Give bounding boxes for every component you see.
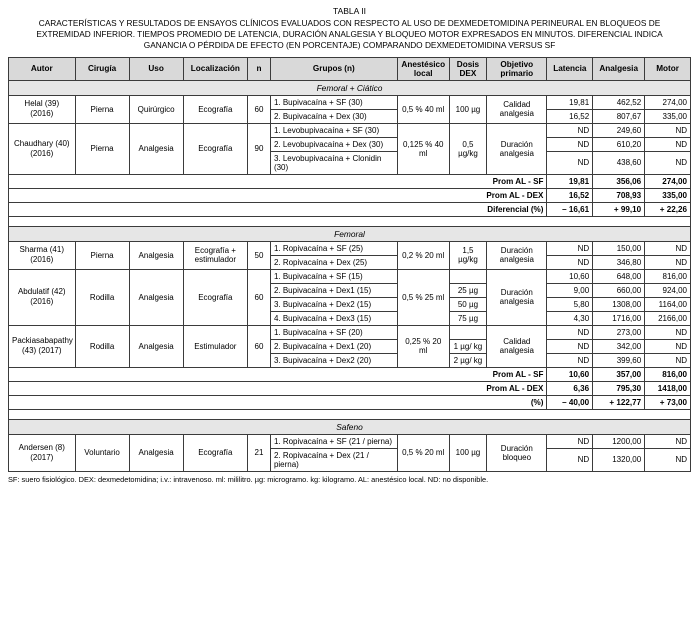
value-analgesia: 807,67 <box>593 109 645 123</box>
summary-analgesia: 357,00 <box>593 367 645 381</box>
table-row <box>9 241 691 255</box>
study-uso: Analgesia <box>129 325 183 367</box>
summary-latencia: 16,52 <box>547 188 593 202</box>
study-dosis: 50 µg <box>449 297 486 311</box>
value-latencia: ND <box>547 339 593 353</box>
group-label: 2. Bupivacaína + Dex1 (15) <box>270 283 397 297</box>
study-anestesico: 0,5 % 20 ml <box>397 434 449 471</box>
study-objetivo: Duración analgesia <box>487 123 547 174</box>
study-n: 60 <box>248 325 271 367</box>
study-objetivo: Duración bloqueo <box>487 434 547 471</box>
value-motor: ND <box>645 448 691 471</box>
value-analgesia: 150,00 <box>593 241 645 255</box>
study-localizacion: Ecografía <box>183 434 247 471</box>
value-latencia: ND <box>547 137 593 151</box>
summary-analgesia: 795,30 <box>593 381 645 395</box>
study-dosis: 1,5 µg/kg <box>449 241 486 269</box>
value-motor: 1164,00 <box>645 297 691 311</box>
table-row <box>9 434 691 448</box>
study-objetivo: Duración analgesia <box>487 269 547 325</box>
summary-analgesia: + 99,10 <box>593 202 645 216</box>
summary-latencia: 19,81 <box>547 174 593 188</box>
value-latencia: 16,52 <box>547 109 593 123</box>
value-latencia: ND <box>547 353 593 367</box>
header-latencia: Latencia <box>547 57 593 80</box>
study-dosis: 0,5 µg/kg <box>449 123 486 174</box>
header-n: n <box>248 57 271 80</box>
summary-motor: + 22,26 <box>645 202 691 216</box>
study-dosis: 1 µg/ kg <box>449 339 486 353</box>
value-latencia: 9,00 <box>547 283 593 297</box>
group-label: 2. Bupivacaína + Dex (30) <box>270 109 397 123</box>
study-cirugia: Voluntario <box>75 434 129 471</box>
header-analgesia: Analgesia <box>593 57 645 80</box>
value-latencia: ND <box>547 325 593 339</box>
value-motor: ND <box>645 339 691 353</box>
study-author: Andersen (8) (2017) <box>9 434 76 471</box>
value-analgesia: 1308,00 <box>593 297 645 311</box>
study-n: 60 <box>248 269 271 325</box>
study-uso: Analgesia <box>129 434 183 471</box>
value-latencia: 19,81 <box>547 95 593 109</box>
header-motor: Motor <box>645 57 691 80</box>
value-latencia: 10,60 <box>547 269 593 283</box>
summary-analgesia: 708,93 <box>593 188 645 202</box>
study-author: Chaudhary (40) (2016) <box>9 123 76 174</box>
value-motor: 924,00 <box>645 283 691 297</box>
study-localizacion: Ecografía + estimulador <box>183 241 247 269</box>
study-localizacion: Ecografía <box>183 95 247 123</box>
summary-latencia: 10,60 <box>547 367 593 381</box>
section-spacer <box>9 216 691 226</box>
group-label: 2. Ropivacaína + Dex (25) <box>270 255 397 269</box>
value-analgesia: 273,00 <box>593 325 645 339</box>
table-row <box>9 95 691 109</box>
group-label: 4. Bupivacaína + Dex3 (15) <box>270 311 397 325</box>
group-label: 3. Bupivacaína + Dex2 (15) <box>270 297 397 311</box>
summary-label: Prom AL - DEX <box>9 188 547 202</box>
group-label: 3. Levobupivacaína + Clonidin (30) <box>270 151 397 174</box>
section-header-row <box>9 80 691 95</box>
study-cirugia: Pierna <box>75 241 129 269</box>
study-cirugia: Pierna <box>75 123 129 174</box>
summary-label: (%) <box>9 395 547 409</box>
study-author: Helal (39) (2016) <box>9 95 76 123</box>
summary-latencia: – 16,61 <box>547 202 593 216</box>
value-latencia: ND <box>547 123 593 137</box>
study-localizacion: Ecografía <box>183 269 247 325</box>
summary-label: Prom AL - SF <box>9 174 547 188</box>
header-objetivo-primario: Objetivo primario <box>487 57 547 80</box>
study-n: 90 <box>248 123 271 174</box>
value-motor: ND <box>645 151 691 174</box>
value-motor: 816,00 <box>645 269 691 283</box>
group-label: 2. Levobupivacaína + Dex (30) <box>270 137 397 151</box>
group-label: 1. Bupivacaína + SF (30) <box>270 95 397 109</box>
study-uso: Analgesia <box>129 269 183 325</box>
study-dosis <box>449 269 486 283</box>
study-author: Abdulatif (42) (2016) <box>9 269 76 325</box>
value-latencia: 5,80 <box>547 297 593 311</box>
value-analgesia: 249,60 <box>593 123 645 137</box>
study-anestesico: 0,5 % 25 ml <box>397 269 449 325</box>
section-title: Femoral <box>9 226 691 241</box>
group-label: 1. Ropivacaína + SF (25) <box>270 241 397 255</box>
summary-motor: 1418,00 <box>645 381 691 395</box>
table-number: TABLA II <box>333 6 366 16</box>
section-title: Femoral + Ciático <box>9 80 691 95</box>
value-analgesia: 1200,00 <box>593 434 645 448</box>
study-uso: Quirúrgico <box>129 95 183 123</box>
value-motor: ND <box>645 353 691 367</box>
summary-label: Prom AL - SF <box>9 367 547 381</box>
summary-row <box>9 188 691 202</box>
value-analgesia: 1320,00 <box>593 448 645 471</box>
table-caption: CARACTERÍSTICAS Y RESULTADOS DE ENSAYOS CLÍNICOS EVALUADOS CON RESPECTO AL USO DE DEXMEDETOMIDINA PERINEURAL EN BLOQUEOS DE EXTREMIDAD INFERIOR. TIEMPOS PROMEDIO DE LATENCIA, DURACIÓN ANALGESIA Y BLOQUEO MOTOR EXPRESADOS EN MINUTOS. DIFERENCIAL INDICA GANANCIA O PÉRDIDA DE EFECTO (EN PORCENTAJE) COMPARANDO DEXMEDETOMIDINA VERSUS SF <box>36 18 663 51</box>
study-localizacion: Estimulador <box>183 325 247 367</box>
value-analgesia: 399,60 <box>593 353 645 367</box>
group-label: 1. Bupivacaína + SF (20) <box>270 325 397 339</box>
value-latencia: 4,30 <box>547 311 593 325</box>
group-label: 1. Bupivacaína + SF (15) <box>270 269 397 283</box>
study-author: Packiasabapathy (43) (2017) <box>9 325 76 367</box>
study-objetivo: Duración analgesia <box>487 241 547 269</box>
value-motor: ND <box>645 434 691 448</box>
summary-motor: 816,00 <box>645 367 691 381</box>
summary-analgesia: + 122,77 <box>593 395 645 409</box>
value-latencia: ND <box>547 241 593 255</box>
section-header-row <box>9 419 691 434</box>
value-analgesia: 438,60 <box>593 151 645 174</box>
summary-latencia: – 40,00 <box>547 395 593 409</box>
summary-row <box>9 395 691 409</box>
value-motor: 335,00 <box>645 109 691 123</box>
summary-row <box>9 202 691 216</box>
study-cirugia: Pierna <box>75 95 129 123</box>
value-motor: 274,00 <box>645 95 691 109</box>
header-grupos: Grupos (n) <box>270 57 397 80</box>
summary-row <box>9 367 691 381</box>
value-latencia: ND <box>547 151 593 174</box>
study-n: 21 <box>248 434 271 471</box>
header-autor: Autor <box>9 57 76 80</box>
value-latencia: ND <box>547 434 593 448</box>
study-dosis <box>449 325 486 339</box>
study-cirugia: Rodilla <box>75 269 129 325</box>
study-dosis: 100 µg <box>449 434 486 471</box>
summary-row <box>9 174 691 188</box>
value-analgesia: 1716,00 <box>593 311 645 325</box>
value-analgesia: 342,00 <box>593 339 645 353</box>
header-localizacion: Localización <box>183 57 247 80</box>
study-dosis: 100 µg <box>449 95 486 123</box>
value-latencia: ND <box>547 255 593 269</box>
study-dosis: 25 µg <box>449 283 486 297</box>
summary-motor: 335,00 <box>645 188 691 202</box>
header-uso: Uso <box>129 57 183 80</box>
value-latencia: ND <box>547 448 593 471</box>
group-label: 2. Bupivacaína + Dex1 (20) <box>270 339 397 353</box>
summary-row <box>9 381 691 395</box>
study-cirugia: Rodilla <box>75 325 129 367</box>
table-footnote: SF: suero fisiológico. DEX: dexmedetomidina; i.v.: intravenoso. ml: mililitro. µg: microgramo. kg: kilogramo. AL: anestésico local. ND: no disponible. <box>8 474 489 484</box>
value-analgesia: 648,00 <box>593 269 645 283</box>
study-localizacion: Ecografía <box>183 123 247 174</box>
table-row <box>9 269 691 283</box>
summary-label: Diferencial (%) <box>9 202 547 216</box>
section-spacer <box>9 409 691 419</box>
clinical-trials-table <box>8 57 691 472</box>
value-motor: ND <box>645 123 691 137</box>
value-motor: ND <box>645 325 691 339</box>
table-header-row <box>9 57 691 80</box>
study-n: 50 <box>248 241 271 269</box>
value-motor: ND <box>645 255 691 269</box>
study-anestesico: 0,5 % 40 ml <box>397 95 449 123</box>
summary-latencia: 6,36 <box>547 381 593 395</box>
header-dosis-dex: Dosis DEX <box>449 57 486 80</box>
section-title: Safeno <box>9 419 691 434</box>
group-label: 3. Bupivacaína + Dex2 (20) <box>270 353 397 367</box>
study-author: Sharma (41) (2016) <box>9 241 76 269</box>
value-motor: 2166,00 <box>645 311 691 325</box>
table-row <box>9 123 691 137</box>
summary-analgesia: 356,06 <box>593 174 645 188</box>
study-dosis: 2 µg/ kg <box>449 353 486 367</box>
study-n: 60 <box>248 95 271 123</box>
study-uso: Analgesia <box>129 123 183 174</box>
summary-motor: 274,00 <box>645 174 691 188</box>
header-cirugia: Cirugía <box>75 57 129 80</box>
group-label: 2. Ropivacaína + Dex (21 / pierna) <box>270 448 397 471</box>
value-analgesia: 462,52 <box>593 95 645 109</box>
summary-label: Prom AL - DEX <box>9 381 547 395</box>
table-row <box>9 325 691 339</box>
group-label: 1. Ropivacaína + SF (21 / pierna) <box>270 434 397 448</box>
study-anestesico: 0,125 % 40 ml <box>397 123 449 174</box>
group-label: 1. Levobupivacaína + SF (30) <box>270 123 397 137</box>
value-motor: ND <box>645 241 691 255</box>
header-anestesico-local: Anestésico local <box>397 57 449 80</box>
study-objetivo: Calidad analgesia <box>487 95 547 123</box>
study-dosis: 75 µg <box>449 311 486 325</box>
study-anestesico: 0,25 % 20 ml <box>397 325 449 367</box>
section-header-row <box>9 226 691 241</box>
value-analgesia: 660,00 <box>593 283 645 297</box>
value-motor: ND <box>645 137 691 151</box>
value-analgesia: 346,80 <box>593 255 645 269</box>
summary-motor: + 73,00 <box>645 395 691 409</box>
study-objetivo: Calidad analgesia <box>487 325 547 367</box>
study-anestesico: 0,2 % 20 ml <box>397 241 449 269</box>
study-uso: Analgesia <box>129 241 183 269</box>
value-analgesia: 610,20 <box>593 137 645 151</box>
